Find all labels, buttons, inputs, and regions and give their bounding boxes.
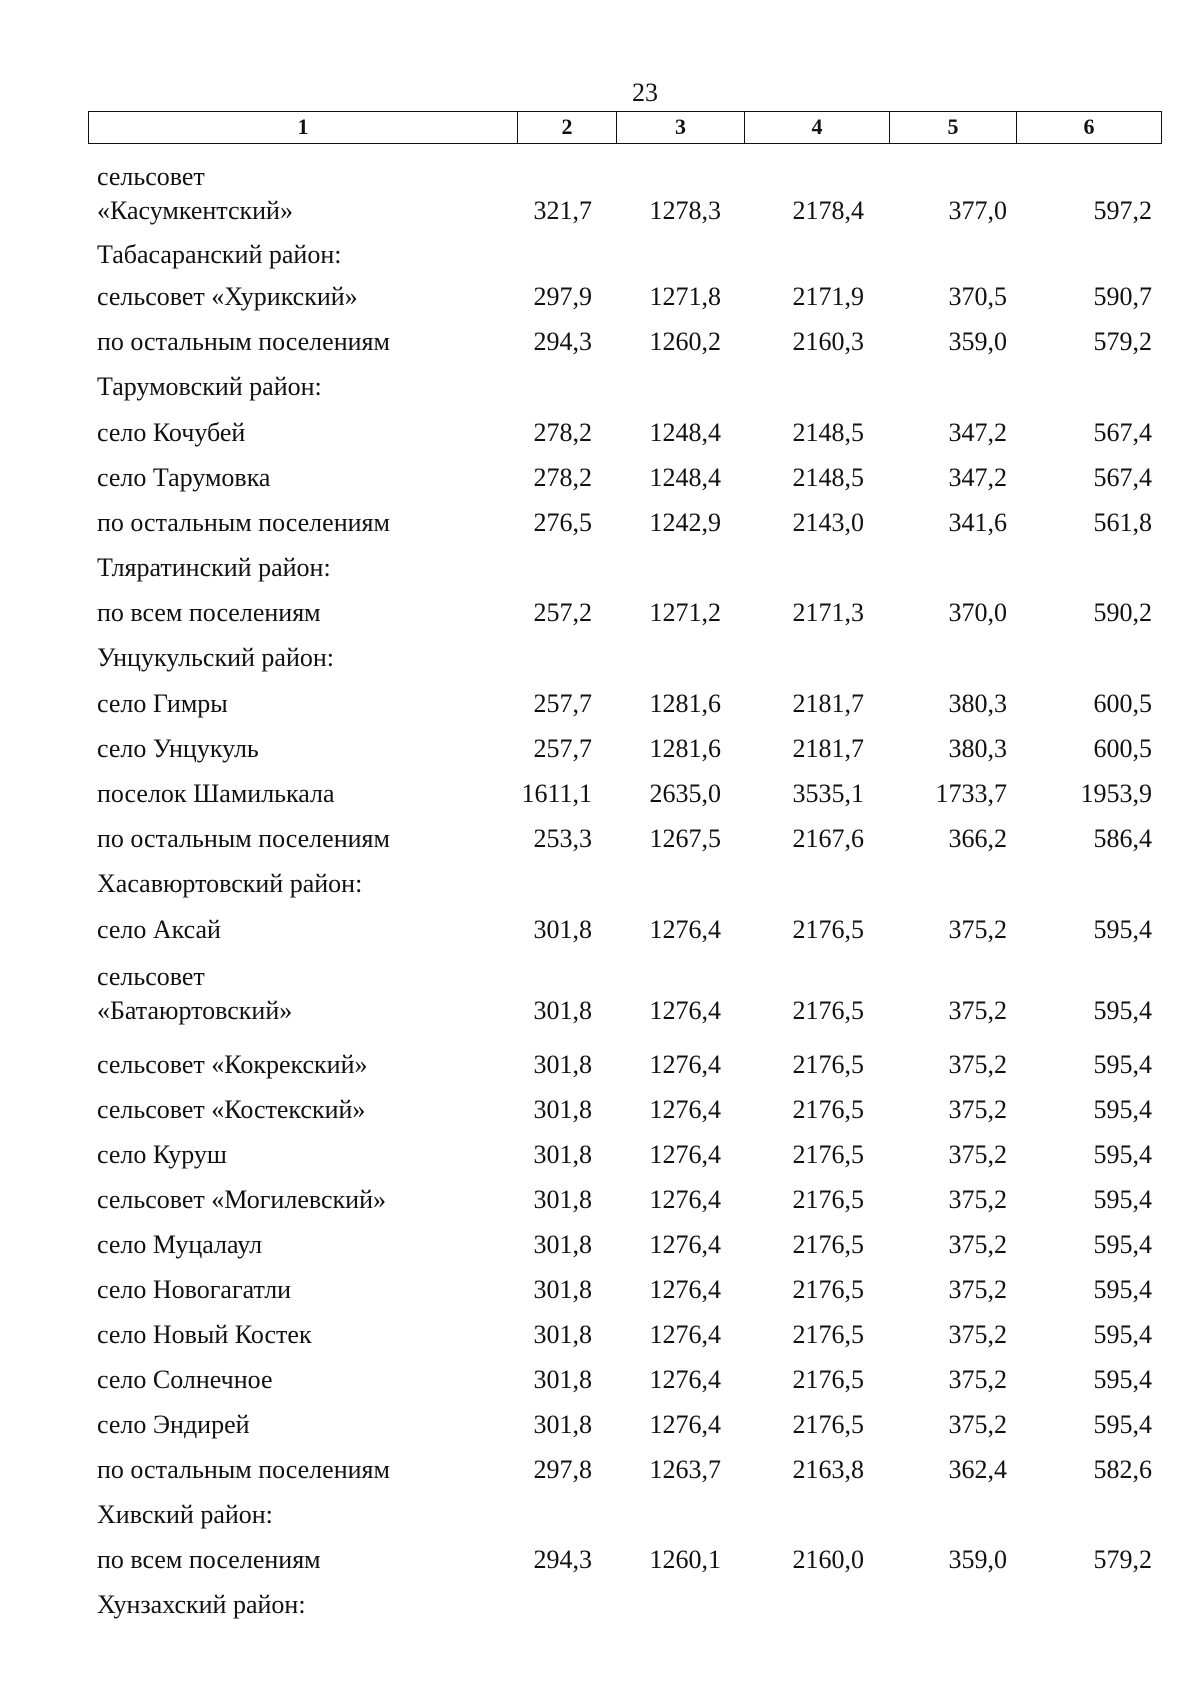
cell-col-6: 595,4 — [1093, 1365, 1152, 1394]
cell-col-4: 2148,5 — [792, 463, 864, 492]
cell-col-5: 362,4 — [948, 1455, 1007, 1484]
cell-col-2: 301,8 — [533, 1410, 592, 1439]
cell-col-2: 294,3 — [533, 327, 592, 356]
cell-col-4: 2176,5 — [792, 1275, 864, 1304]
cell-col-2: 301,8 — [533, 915, 592, 944]
row-label: по остальным поселениям — [97, 824, 390, 853]
row-label: по всем поселениям — [97, 1545, 321, 1574]
cell-col-6: 595,4 — [1093, 915, 1152, 944]
row-label: село Эндирей — [97, 1410, 250, 1439]
cell-col-6: 561,8 — [1093, 508, 1152, 537]
row-label: село Новогагатли — [97, 1275, 292, 1304]
cell-col-6: 1953,9 — [1080, 779, 1152, 808]
cell-col-6: 600,5 — [1093, 689, 1152, 718]
row-label: сельсовет «Хурикский» — [97, 282, 358, 311]
cell-col-3: 1278,3 — [649, 196, 721, 225]
cell-col-2: 301,8 — [533, 996, 592, 1025]
cell-col-6: 595,4 — [1093, 1140, 1152, 1169]
cell-col-5: 1733,7 — [935, 779, 1007, 808]
cell-col-4: 2148,5 — [792, 418, 864, 447]
header-cell-3: 3 — [617, 112, 745, 143]
cell-col-5: 341,6 — [948, 508, 1007, 537]
row-label: село Солнечное — [97, 1365, 273, 1394]
row-label: Унцукульский район: — [97, 643, 334, 672]
cell-col-4: 2176,5 — [792, 1365, 864, 1394]
cell-col-2: 321,7 — [533, 196, 592, 225]
cell-col-3: 1276,4 — [649, 1050, 721, 1079]
cell-col-5: 377,0 — [948, 196, 1007, 225]
cell-col-5: 375,2 — [948, 1320, 1007, 1349]
row-label: сельсовет — [97, 962, 205, 991]
cell-col-5: 359,0 — [948, 327, 1007, 356]
cell-col-6: 595,4 — [1093, 1050, 1152, 1079]
row-label: поселок Шамилькала — [97, 779, 335, 808]
row-label: по остальным поселениям — [97, 327, 390, 356]
cell-col-6: 595,4 — [1093, 1095, 1152, 1124]
row-label: Тарумовский район: — [97, 372, 322, 401]
cell-col-6: 600,5 — [1093, 734, 1152, 763]
cell-col-5: 375,2 — [948, 1230, 1007, 1259]
cell-col-6: 595,4 — [1093, 1275, 1152, 1304]
cell-col-2: 301,8 — [533, 1050, 592, 1079]
cell-col-2: 276,5 — [533, 508, 592, 537]
cell-col-5: 380,3 — [948, 689, 1007, 718]
cell-col-3: 1276,4 — [649, 1140, 721, 1169]
cell-col-2: 257,2 — [533, 598, 592, 627]
cell-col-4: 2167,6 — [792, 824, 864, 853]
row-label: Табасаранский район: — [97, 240, 342, 269]
cell-col-5: 375,2 — [948, 1140, 1007, 1169]
row-label: сельсовет «Могилевский» — [97, 1185, 386, 1214]
row-label: село Аксай — [97, 915, 221, 944]
cell-col-2: 301,8 — [533, 1365, 592, 1394]
cell-col-5: 380,3 — [948, 734, 1007, 763]
cell-col-2: 301,8 — [533, 1320, 592, 1349]
cell-col-5: 375,2 — [948, 1095, 1007, 1124]
row-label: по всем поселениям — [97, 598, 321, 627]
cell-col-3: 1248,4 — [649, 463, 721, 492]
cell-col-2: 301,8 — [533, 1095, 592, 1124]
cell-col-4: 3535,1 — [792, 779, 864, 808]
cell-col-5: 366,2 — [948, 824, 1007, 853]
cell-col-2: 301,8 — [533, 1230, 592, 1259]
cell-col-5: 375,2 — [948, 1050, 1007, 1079]
cell-col-4: 2160,3 — [792, 327, 864, 356]
cell-col-2: 257,7 — [533, 689, 592, 718]
row-label: Хунзахский район: — [97, 1590, 306, 1619]
cell-col-3: 1276,4 — [649, 1230, 721, 1259]
cell-col-3: 1276,4 — [649, 1185, 721, 1214]
cell-col-6: 595,4 — [1093, 1410, 1152, 1439]
cell-col-4: 2176,5 — [792, 996, 864, 1025]
row-label: сельсовет «Костекский» — [97, 1095, 366, 1124]
row-label: село Новый Костек — [97, 1320, 312, 1349]
cell-col-3: 1271,2 — [649, 598, 721, 627]
cell-col-3: 1276,4 — [649, 1275, 721, 1304]
row-label: Тляратинский район: — [97, 553, 331, 582]
cell-col-3: 1276,4 — [649, 1410, 721, 1439]
cell-col-5: 347,2 — [948, 418, 1007, 447]
cell-col-5: 375,2 — [948, 1365, 1007, 1394]
cell-col-6: 595,4 — [1093, 1230, 1152, 1259]
cell-col-3: 2635,0 — [649, 779, 721, 808]
cell-col-5: 370,0 — [948, 598, 1007, 627]
cell-col-5: 370,5 — [948, 282, 1007, 311]
cell-col-2: 297,8 — [533, 1455, 592, 1484]
cell-col-6: 595,4 — [1093, 1185, 1152, 1214]
row-label: по остальным поселениям — [97, 1455, 390, 1484]
cell-col-6: 590,7 — [1093, 282, 1152, 311]
cell-col-3: 1281,6 — [649, 734, 721, 763]
row-label: село Унцукуль — [97, 734, 259, 763]
row-label: Хасавюртовский район: — [97, 869, 363, 898]
row-label: село Тарумовка — [97, 463, 271, 492]
row-label: село Гимры — [97, 689, 228, 718]
cell-col-4: 2176,5 — [792, 1410, 864, 1439]
cell-col-2: 253,3 — [533, 824, 592, 853]
cell-col-5: 375,2 — [948, 996, 1007, 1025]
cell-col-5: 375,2 — [948, 915, 1007, 944]
cell-col-2: 301,8 — [533, 1140, 592, 1169]
row-label: по остальным поселениям — [97, 508, 390, 537]
cell-col-4: 2143,0 — [792, 508, 864, 537]
cell-col-5: 375,2 — [948, 1275, 1007, 1304]
cell-col-2: 301,8 — [533, 1275, 592, 1304]
row-label: Хивский район: — [97, 1500, 273, 1529]
cell-col-4: 2176,5 — [792, 1095, 864, 1124]
cell-col-2: 278,2 — [533, 463, 592, 492]
row-label: сельсовет — [97, 162, 205, 191]
cell-col-6: 579,2 — [1093, 327, 1152, 356]
cell-col-3: 1260,2 — [649, 327, 721, 356]
cell-col-4: 2176,5 — [792, 1185, 864, 1214]
cell-col-6: 567,4 — [1093, 463, 1152, 492]
cell-col-4: 2176,5 — [792, 1230, 864, 1259]
cell-col-3: 1276,4 — [649, 915, 721, 944]
cell-col-6: 567,4 — [1093, 418, 1152, 447]
cell-col-4: 2181,7 — [792, 689, 864, 718]
cell-col-3: 1271,8 — [649, 282, 721, 311]
cell-col-2: 1611,1 — [521, 779, 592, 808]
page-number: 23 — [632, 78, 658, 107]
cell-col-6: 595,4 — [1093, 996, 1152, 1025]
cell-col-2: 301,8 — [533, 1185, 592, 1214]
cell-col-3: 1276,4 — [649, 996, 721, 1025]
cell-col-6: 586,4 — [1093, 824, 1152, 853]
cell-col-6: 582,6 — [1093, 1455, 1152, 1484]
cell-col-5: 375,2 — [948, 1185, 1007, 1214]
cell-col-3: 1267,5 — [649, 824, 721, 853]
cell-col-3: 1276,4 — [649, 1095, 721, 1124]
cell-col-3: 1263,7 — [649, 1455, 721, 1484]
cell-col-4: 2171,3 — [792, 598, 864, 627]
cell-col-3: 1260,1 — [649, 1545, 721, 1574]
row-label: село Муцалаул — [97, 1230, 263, 1259]
cell-col-3: 1276,4 — [649, 1320, 721, 1349]
header-cell-1: 1 — [89, 112, 518, 143]
row-label: село Куруш — [97, 1140, 227, 1169]
cell-col-4: 2178,4 — [792, 196, 864, 225]
header-cell-4: 4 — [745, 112, 890, 143]
cell-col-3: 1276,4 — [649, 1365, 721, 1394]
cell-col-4: 2176,5 — [792, 1320, 864, 1349]
cell-col-6: 579,2 — [1093, 1545, 1152, 1574]
cell-col-3: 1281,6 — [649, 689, 721, 718]
cell-col-6: 597,2 — [1093, 196, 1152, 225]
cell-col-2: 294,3 — [533, 1545, 592, 1574]
row-label: «Касумкентский» — [97, 196, 293, 225]
cell-col-6: 595,4 — [1093, 1320, 1152, 1349]
header-cell-5: 5 — [890, 112, 1017, 143]
header-cell-6: 6 — [1083, 114, 1095, 139]
cell-col-4: 2163,8 — [792, 1455, 864, 1484]
cell-col-3: 1242,9 — [649, 508, 721, 537]
cell-col-5: 359,0 — [948, 1545, 1007, 1574]
cell-col-5: 375,2 — [948, 1410, 1007, 1439]
row-label: село Кочубей — [97, 418, 246, 447]
cell-col-4: 2176,5 — [792, 1140, 864, 1169]
cell-col-4: 2181,7 — [792, 734, 864, 763]
cell-col-3: 1248,4 — [649, 418, 721, 447]
cell-col-5: 347,2 — [948, 463, 1007, 492]
cell-col-4: 2171,9 — [792, 282, 864, 311]
row-label: сельсовет «Кокрекский» — [97, 1050, 368, 1079]
cell-col-4: 2160,0 — [792, 1545, 864, 1574]
cell-col-2: 257,7 — [533, 734, 592, 763]
header-cell-2: 2 — [518, 112, 617, 143]
row-label: «Батаюртовский» — [97, 996, 293, 1025]
cell-col-2: 297,9 — [533, 282, 592, 311]
cell-col-4: 2176,5 — [792, 915, 864, 944]
cell-col-4: 2176,5 — [792, 1050, 864, 1079]
cell-col-6: 590,2 — [1093, 598, 1152, 627]
cell-col-2: 278,2 — [533, 418, 592, 447]
